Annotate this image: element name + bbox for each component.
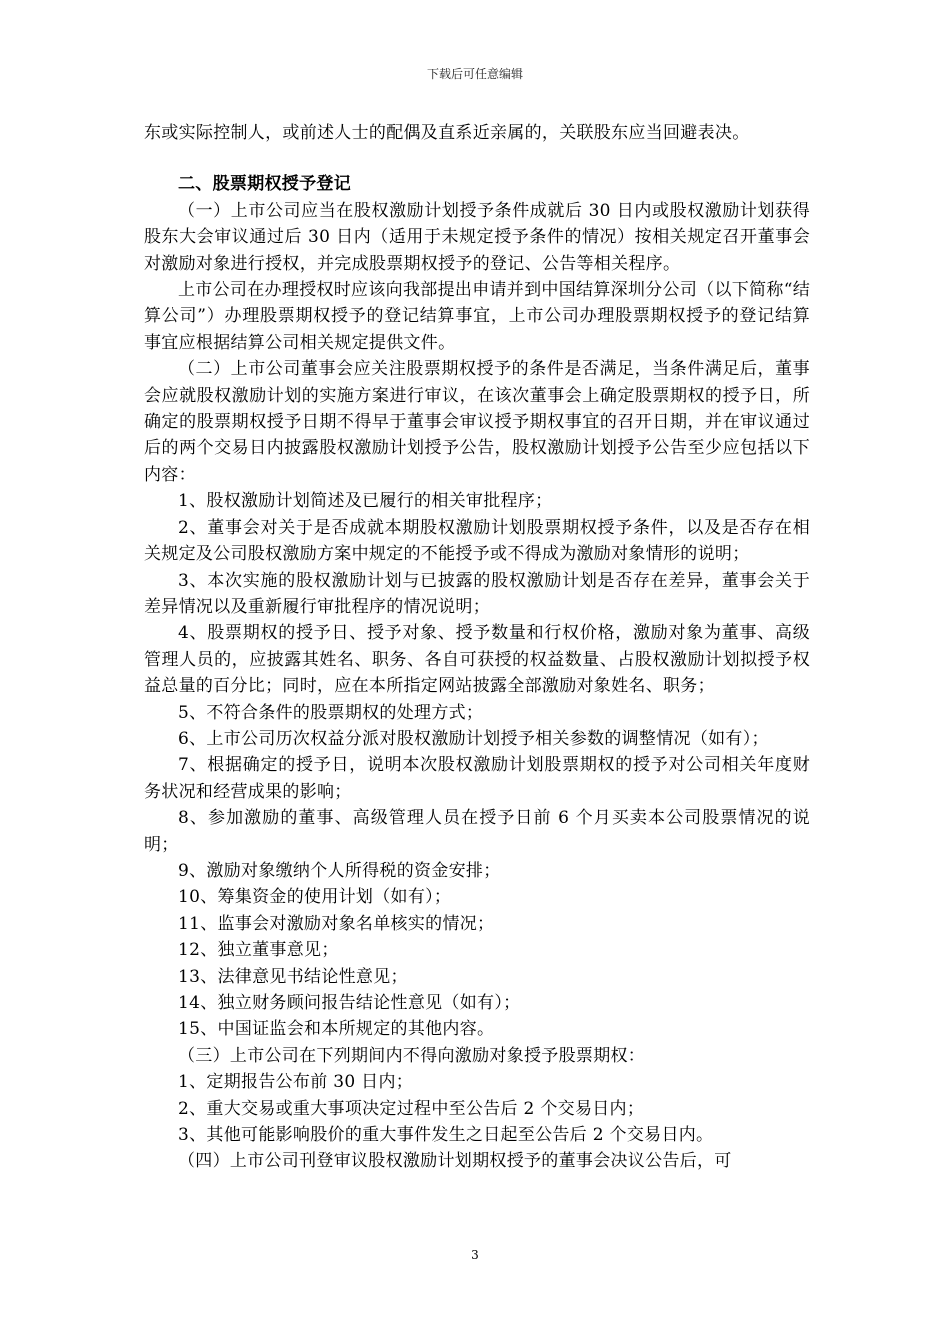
list-item: 7、根据确定的授予日，说明本次股权激励计划股票期权的授予对公司相关年度财务状况和经营成果的影响； [144, 755, 810, 802]
paragraph: （一）上市公司应当在股权激励计划授予条件成就后 30 日内或股权激励计划获得股东大会审议通过后 30 日内（适用于未规定授予条件的情况）按相关规定召开董事会对激励对象进行授权，并完成股票期权授予的登记、公告等相关程序。 [144, 200, 810, 274]
list-item: 2、重大交易或重大事项决定过程中至公告后 2 个交易日内； [178, 1098, 645, 1119]
page-number: 3 [471, 1248, 479, 1262]
list-item: 6、上市公司历次权益分派对股权激励计划授予相关参数的调整情况（如有）； [178, 728, 769, 749]
list-item: 3、本次实施的股权激励计划与已披露的股权激励计划是否存在差异，董事会关于差异情况以及重新履行审批程序的情况说明； [144, 570, 810, 617]
paragraph: （三）上市公司在下列期间内不得向激励对象授予股票期权： [178, 1045, 646, 1066]
paragraph: （四）上市公司刊登审议股权激励计划期权授予的董事会决议公告后，可 [178, 1151, 732, 1172]
paragraph: 上市公司在办理授权时应该向我部提出申请并到中国结算深圳分公司（以下简称“结算公司”）办理股票期权授予的登记结算事宜，上市公司办理股票期权授予的登记结算事宜应根据结算公司相关规定提供文件。 [144, 280, 810, 353]
list-item: 1、股权激励计划简述及已履行的相关审批程序； [178, 491, 553, 512]
list-item: 14、独立财务顾问报告结论性意见（如有）； [178, 993, 521, 1013]
list-item: 13、法律意见书结论性意见； [178, 966, 408, 987]
section-heading: 二、股票期权授予登记 [178, 174, 351, 195]
page-header: 下载后可任意编辑 [426, 67, 523, 81]
list-item: 1、定期报告公布前 30 日内； [178, 1072, 414, 1093]
list-item: 15、中国证监会和本所规定的其他内容。 [178, 1019, 495, 1040]
list-item: 2、董事会对关于是否成就本期股权激励计划股票期权授予条件，以及是否存在相关规定及公司股权激励方案中规定的不能授予或不得成为激励对象情形的说明； [144, 517, 810, 565]
document-body [144, 120, 810, 1175]
list-item: 12、独立董事意见； [178, 940, 339, 961]
list-item: 8、参加激励的董事、高级管理人员在授予日前 6 个月买卖本公司股票情况的说明； [144, 808, 810, 855]
list-item: 9、激励对象缴纳个人所得税的资金安排； [178, 860, 501, 881]
list-item: 3、其他可能影响股价的重大事件发生之日起至公告后 2 个交易日内。 [178, 1125, 714, 1146]
paragraph: （二）上市公司董事会应关注股票期权授予的条件是否满足，当条件满足后，董事会应就股权激励计划的实施方案进行审议，在该次董事会上确定股票期权的授予日，所确定的股票期权授予日期不得早于董事会审议授予期权事宜的召开日期，并在审议通过后的两个交易日内披露股权激励计划授予公告，股权激励计划授予公告至少应包括以下内容： [144, 359, 810, 485]
list-item: 5、不符合条件的股票期权的处理方式； [178, 702, 484, 723]
list-item: 11、监事会对激励对象名单核实的情况； [178, 913, 495, 934]
paragraph-continuation: 东或实际控制人，或前述人士的配偶及直系近亲属的，关联股东应当回避表决。 [144, 123, 750, 143]
list-item: 4、股票期权的授予日、授予对象、授予数量和行权价格，激励对象为董事、高级管理人员的，应披露其姓名、职务、各自可获授的权益数量、占股权激励计划拟授予权益总量的百分比；同时，应在本所指定网站披露全部激励对象姓名、职务； [144, 623, 810, 697]
list-item: 10、筹集资金的使用计划（如有）； [178, 887, 452, 908]
